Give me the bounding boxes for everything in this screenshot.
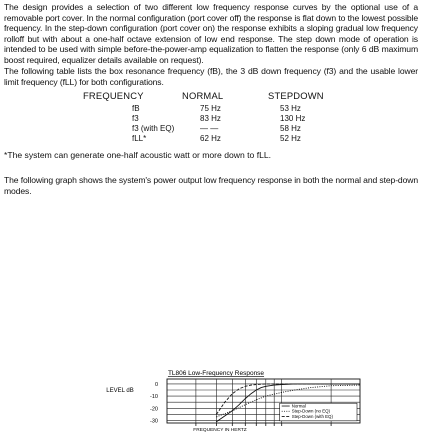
row-stepdown: 53 Hz xyxy=(280,104,301,114)
legend-label: Step-Down (no EQ) xyxy=(291,408,331,414)
paragraph-table-intro: The following table lists the box resonance frequency (fB), the 3 dB down frequency (f3) and the usable lower limit frequency (fLL) for both configurations. xyxy=(4,66,418,87)
legend-label: Normal xyxy=(291,403,306,409)
y-tick-label: -10 xyxy=(150,394,158,401)
row-label: f3 xyxy=(132,114,139,124)
x-axis-label: FREQUENCY IN HERTZ xyxy=(193,428,247,433)
legend-label: Step-Down (with EQ) xyxy=(291,413,333,419)
row-stepdown: 130 Hz xyxy=(280,114,306,124)
footnote: *The system can generate one-half acoustic watt or more down to fLL. xyxy=(4,150,272,161)
header-frequency: FREQUENCY xyxy=(83,90,144,102)
row-normal: 83 Hz xyxy=(200,114,221,124)
y-tick-label: -20 xyxy=(150,406,158,413)
y-tick-label: 0 xyxy=(154,381,158,388)
row-stepdown: 58 Hz xyxy=(280,124,301,134)
paragraph-graph-intro: The following graph shows the system's power output low frequency response in both the normal and step-down modes. xyxy=(4,175,418,196)
y-tick-label: -30 xyxy=(150,418,158,425)
header-normal: NORMAL xyxy=(182,90,224,102)
paragraph-design-description: The design provides a selection of two different low frequency response curves by the optional use of a removable port cover. In the normal configuration (port cover off) the response is flat down to the lowest possible frequency. In the step-down configuration (port cover on) the response exhibits a sloping gradual low frequency rolloff but with about a one-half octave extension of low end response. The step down mode of operation is intended to be used with simple before-the-power-amp equalization to flatten the response (only 6 dB maximum boost required, equalizer details available on request). xyxy=(4,2,418,65)
row-normal: — — xyxy=(200,124,219,134)
row-label: fB xyxy=(132,104,140,114)
header-stepdown: STEPDOWN xyxy=(268,90,324,102)
row-normal: 75 Hz xyxy=(200,104,221,114)
row-label: f3 (with EQ) xyxy=(132,124,175,134)
chart-title: TL806 Low-Frequency Response xyxy=(167,370,265,377)
row-normal: 62 Hz xyxy=(200,134,221,144)
row-label: fLL* xyxy=(132,134,147,144)
y-axis-label: LEVEL dB xyxy=(106,388,134,394)
row-stepdown: 52 Hz xyxy=(280,134,301,144)
